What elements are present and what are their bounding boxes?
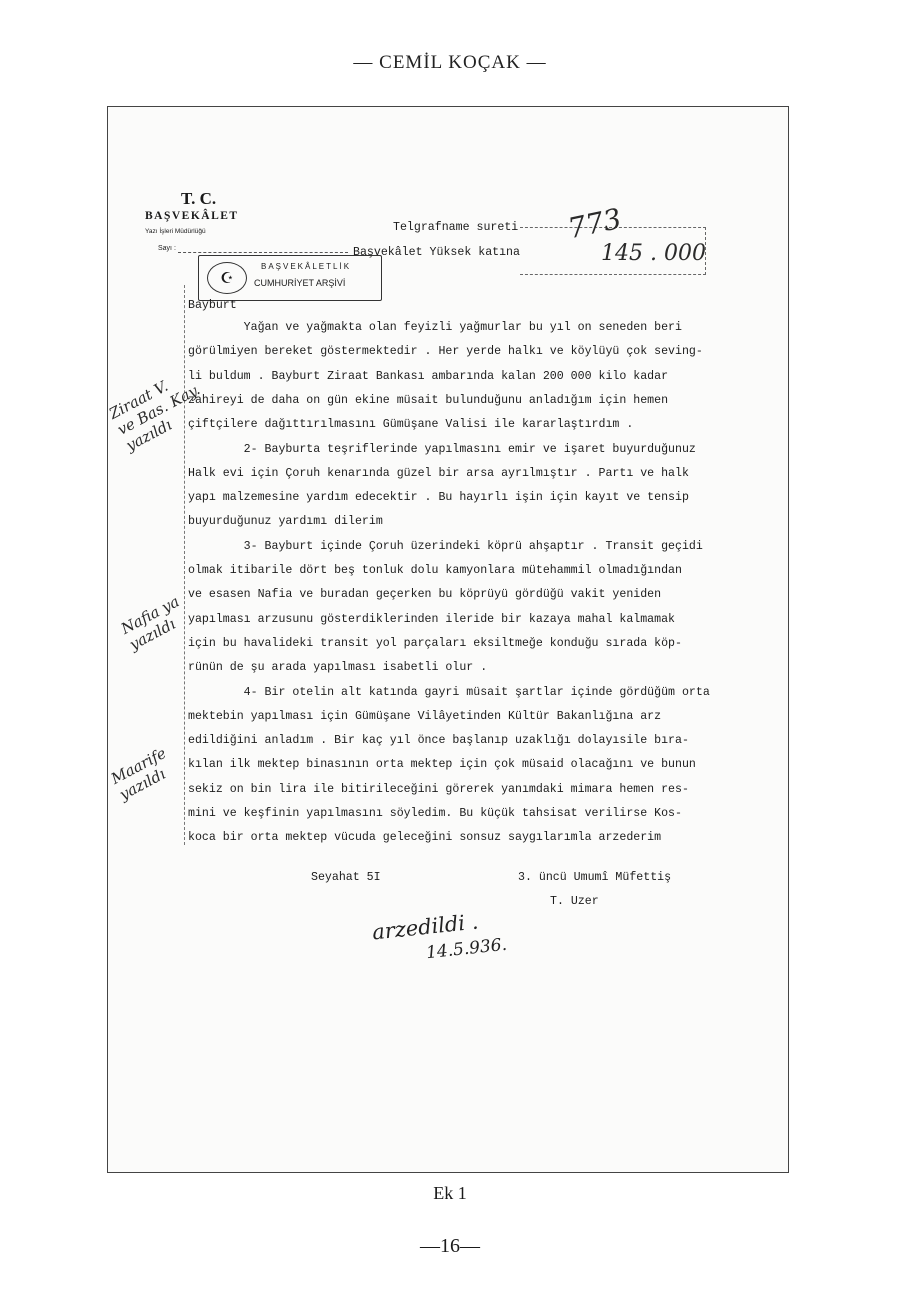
crescent-star-icon: ☪ [207, 262, 247, 294]
letter-line: zahireyi de daha on gün ekine müsait bulunduğunu anladığım için hemen [188, 393, 669, 407]
telegram-title: Telgrafname sureti [393, 221, 519, 234]
letterhead-tc: T. C. [181, 189, 217, 208]
letter-line: çiftçilere dağıttırılmasını Gümüşane Valisi ile kararlaştırdım . [188, 418, 634, 432]
letterhead-sayi: Sayı : [158, 245, 176, 252]
letter-city: Bayburt [188, 299, 237, 312]
letter-line: Yağan ve yağmakta olan feyizli yağmurlar bu yıl on seneden beri [188, 321, 682, 334]
letterhead-office: BAŞVEKÂLET [145, 210, 239, 222]
letter-line: kılan ilk mektep binasının orta mektep için çok müsaid olacağını ve bunun [188, 758, 696, 772]
letter-line: edildiğini anladım . Bir kaç yıl önce başlanıp uzaklığı dolayısile bıra- [188, 734, 689, 748]
running-header: — CEMİL KOÇAK — [353, 52, 547, 73]
margin-note-ziraat: Ziraat V. ve Bas. Kay. yazıldı [106, 376, 204, 455]
handwritten-date: 14.5.936. [425, 934, 508, 964]
handwritten-ref-number: 773 [565, 201, 625, 246]
letter-line: buyurduğunuz yardımı dilerim [188, 515, 383, 529]
closing-right: 3. üncü Umumî Müfettiş [518, 871, 672, 884]
handwritten-ref-sub: 145 . 000 [601, 241, 706, 266]
letter-line: yapılması arzusunu gösterdiklerinden ileride bir kazaya mahal kalmamak [188, 612, 676, 626]
letter-line: görülmiyen bereket göstermektedir . Her yerde halkı ve köylüyü çok seving- [188, 345, 703, 359]
letter-line: yapı malzemesine yardım edecektir . Bu hayırlı işin için kayıt ve tensip [188, 491, 689, 505]
page-number: —16— [420, 1235, 480, 1257]
letterhead-department: Yazı İşleri Müdürlüğü [145, 228, 206, 235]
letter-line: koca bir orta mektep vücuda geleceğini sonsuz saygılarımla arzederim [188, 831, 662, 845]
closing-left: Seyahat 5I [311, 871, 381, 884]
letter-line: için bu havalideki transit yol parçaları eksiltmeğe konduğu sırada köp- [188, 636, 682, 650]
handwritten-arzedildi: arzedildi . [371, 909, 480, 945]
letter-line: 4- Bir otelin alt katında gayri müsait şartlar içinde gördüğüm orta [188, 685, 710, 699]
margin-note-nafia: Nafia ya yazıldı [118, 592, 183, 654]
signatory: T. Uzer [550, 895, 599, 908]
telegram-subtitle: Başvekâlet Yüksek katına [353, 246, 520, 259]
letter-line: sekiz on bin lira ile bitirileceğini görerek yanımdaki mimara hemen res- [188, 782, 689, 796]
sayi-divider [178, 252, 348, 253]
letter-line: ve esasen Nafia ve buradan geçerken bu köprüyü gördüğü vakit yeniden [188, 588, 662, 602]
figure-caption: Ek 1 [433, 1183, 467, 1203]
document-facsimile [107, 106, 789, 1173]
stamp-line2: CUMHURİYET ARŞİVİ [254, 278, 346, 288]
stamp-line1: BAŞVEKÂLETLİK [261, 262, 352, 271]
letter-line: Halk evi için Çoruh kenarında güzel bir arsa ayrılmıştır . Partı ve halk [188, 466, 689, 480]
letter-line: rünün de şu arada yapılması isabetli olur . [188, 661, 488, 675]
letter-line: li buldum . Bayburt Ziraat Bankası ambarında kalan 200 000 kilo kadar [188, 369, 669, 383]
letter-line: mektebin yapılması için Gümüşane Vilâyetinden Kültür Bakanlığına arz [188, 709, 662, 723]
letter-line: olmak itibarile dört beş tonluk dolu kamyonlara mütehammil olmadığından [188, 564, 682, 577]
margin-note-maarif: Maarife yazıldı [108, 743, 170, 804]
letter-line: mini ve keşfinin yapılmasını söyledim. Bu küçük tahsisat verilirse Kos- [188, 807, 682, 820]
letter-line: 2- Bayburta teşriflerinde yapılmasını emir ve işaret buyurduğunuz [188, 442, 696, 456]
archive-stamp [198, 255, 382, 301]
letter-line: 3- Bayburt içinde Çoruh üzerindeki köprü ahşaptır . Transit geçidi [188, 539, 703, 553]
